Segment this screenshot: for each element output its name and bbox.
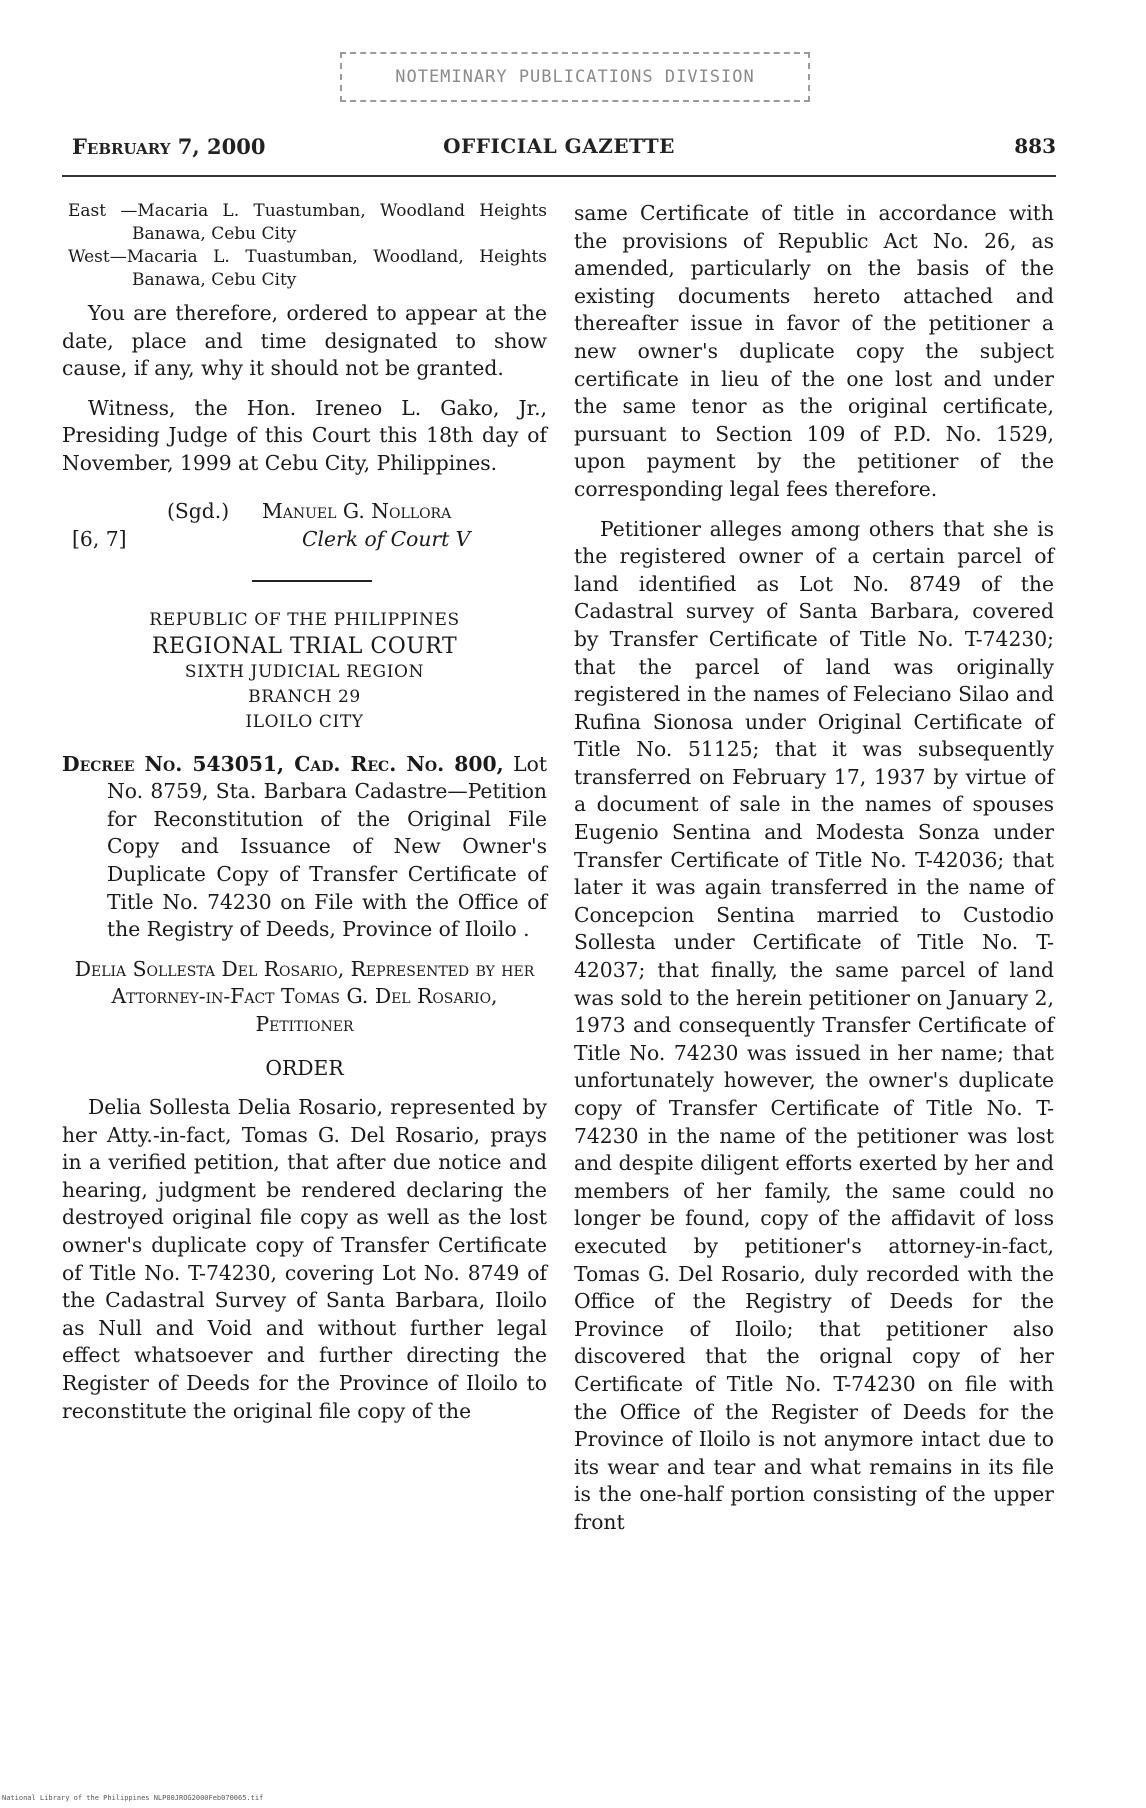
boundary-east: East —Macaria L. Tuastumban, Woodland Heights Banawa, Cebu City bbox=[68, 201, 547, 244]
petition-continuation: same Certificate of title in accordance with the provisions of Republic Act No. 26, as amended, particularly on the basis of the existing documents hereto attached and thereafter issue in favor of the petitioner a new owner's duplicate copy the subject certificate in lieu of the one lost and under the same tenor as the original certificate, pursuant to Section 109 of P.D. No. 1529, upon payment by the petitioner of the corresponding legal fees therefore. bbox=[574, 201, 1054, 501]
library-stamp: NOTEMINARY PUBLICATIONS DIVISION bbox=[340, 52, 810, 102]
right-column bbox=[574, 200, 1054, 1537]
publication-title: OFFICIAL GAZETTE bbox=[443, 134, 675, 158]
court-city: ILOILO CITY bbox=[245, 711, 364, 732]
running-header bbox=[62, 134, 1056, 164]
case-parties: Delia Sollesta Del Rosario, Represented by her Attorney-in-Fact Tomas G. Del Rosario, Petitioner bbox=[74, 956, 535, 1036]
signature-block bbox=[62, 498, 547, 554]
header-rule bbox=[62, 175, 1056, 177]
signatory-title: Clerk of Court V bbox=[302, 526, 471, 551]
witness-paragraph: Witness, the Hon. Ireneo L. Gako, Jr., Presiding Judge of this Court this 18th day of November, 1999 at Cebu City, Philippines. bbox=[62, 395, 547, 475]
court-region: SIXTH JUDICIAL REGION bbox=[184, 661, 425, 682]
caption-rest: Lot No. 8759, Sta. Barbara Cadastre—Petition for Reconstitution of the Original File Copy and Issuance of New Owner's Duplicate Copy of Transfer Certificate of Title No. 74230 on File with the Office of the Registry of Deeds, Province of Iloilo . bbox=[107, 751, 547, 942]
court-branch: BRANCH 29 bbox=[248, 686, 361, 707]
issue-reference: [6, 7] bbox=[72, 526, 127, 551]
court-republic: REPUBLIC OF THE PHILIPPINES bbox=[149, 609, 460, 630]
scan-footer: National Library of the Philippines NLP00JROG2000Feb070065.tif bbox=[2, 1794, 264, 1802]
order-title: ORDER bbox=[265, 1055, 344, 1080]
signatory-name: Manuel G. Nollora bbox=[262, 498, 452, 523]
order-body: Delia Sollesta Delia Rosario, represented by her Atty.-in-fact, Tomas G. Del Rosario, prays in a verified petition, that after due notice and hearing, judgment be rendered declaring the destroyed original file copy as well as the lost owner's duplicate copy of Transfer Certificate of Title No. T-74230, covering Lot No. 8749 of the Cadastral Survey of Santa Barbara, Iloilo as Null and Void and without further legal effect whatsoever and further directing the Register of Deeds for the Province of Iloilo to reconstitute the original file copy of the bbox=[62, 1095, 547, 1423]
appearance-paragraph: You are therefore, ordered to appear at the date, place and time designated to show cause, if any, why it should not be granted. bbox=[62, 301, 547, 381]
issue-date: February 7, 2000 bbox=[72, 134, 266, 159]
court-name: REGIONAL TRIAL COURT bbox=[151, 633, 458, 659]
caption-lead: Decree No. 543051, Cad. Rec. No. 800, bbox=[62, 751, 504, 776]
case-caption bbox=[62, 751, 547, 944]
boundary-west: West—Macaria L. Tuastumban, Woodland, Heights Banawa, Cebu City bbox=[68, 247, 547, 290]
left-column bbox=[62, 200, 547, 1425]
signed-mark: (Sgd.) bbox=[167, 498, 230, 523]
page-number: 883 bbox=[1014, 134, 1056, 158]
petitioner-allegations: Petitioner alleges among others that she is the registered owner of a certain parcel of land identified as Lot No. 8749 of the Cadastral survey of Santa Barbara, covered by Transfer Certificate of Title No. T-74230; that the parcel of land was originally registered in the names of Feleciano Silao and Rufina Sionosa under Original Certificate of Title No. 51125; that it was subsequently transferred on February 17, 1937 by virtue of a document of sale in the names of spouses Eugenio Sentina and Modesta Sonza under Transfer Certificate of Title No. T-42036; that later it was again transferred in the name of Concepcion Sentina married to Custodio Sollesta under Certificate of Title No. T-42037; that finally, the same parcel of land was sold to the herein petitioner on January 2, 1973 and consequently Transfer Certificate of Title No. 74230 was issued in her name; that unfortunately however, the owner's duplicate copy of Transfer Certificate of Title No. T-74230 in the name of the petitioner was lost and despite diligent efforts exerted by her and members of her family, the same could no longer be found, copy of the affidavit of loss executed by petitioner's attorney-in-fact, Tomas G. Del Rosario, duly recorded with the Office of the Registry of Deeds for the Province of Iloilo; that petitioner also discovered that the orignal copy of her Certificate of Title No. T-74230 on file with the Office of the Register of Deeds for the Province of Iloilo is not anymore intact due to its wear and tear and what remains in its file is the one-half portion consisting of the upper front bbox=[574, 516, 1054, 1534]
